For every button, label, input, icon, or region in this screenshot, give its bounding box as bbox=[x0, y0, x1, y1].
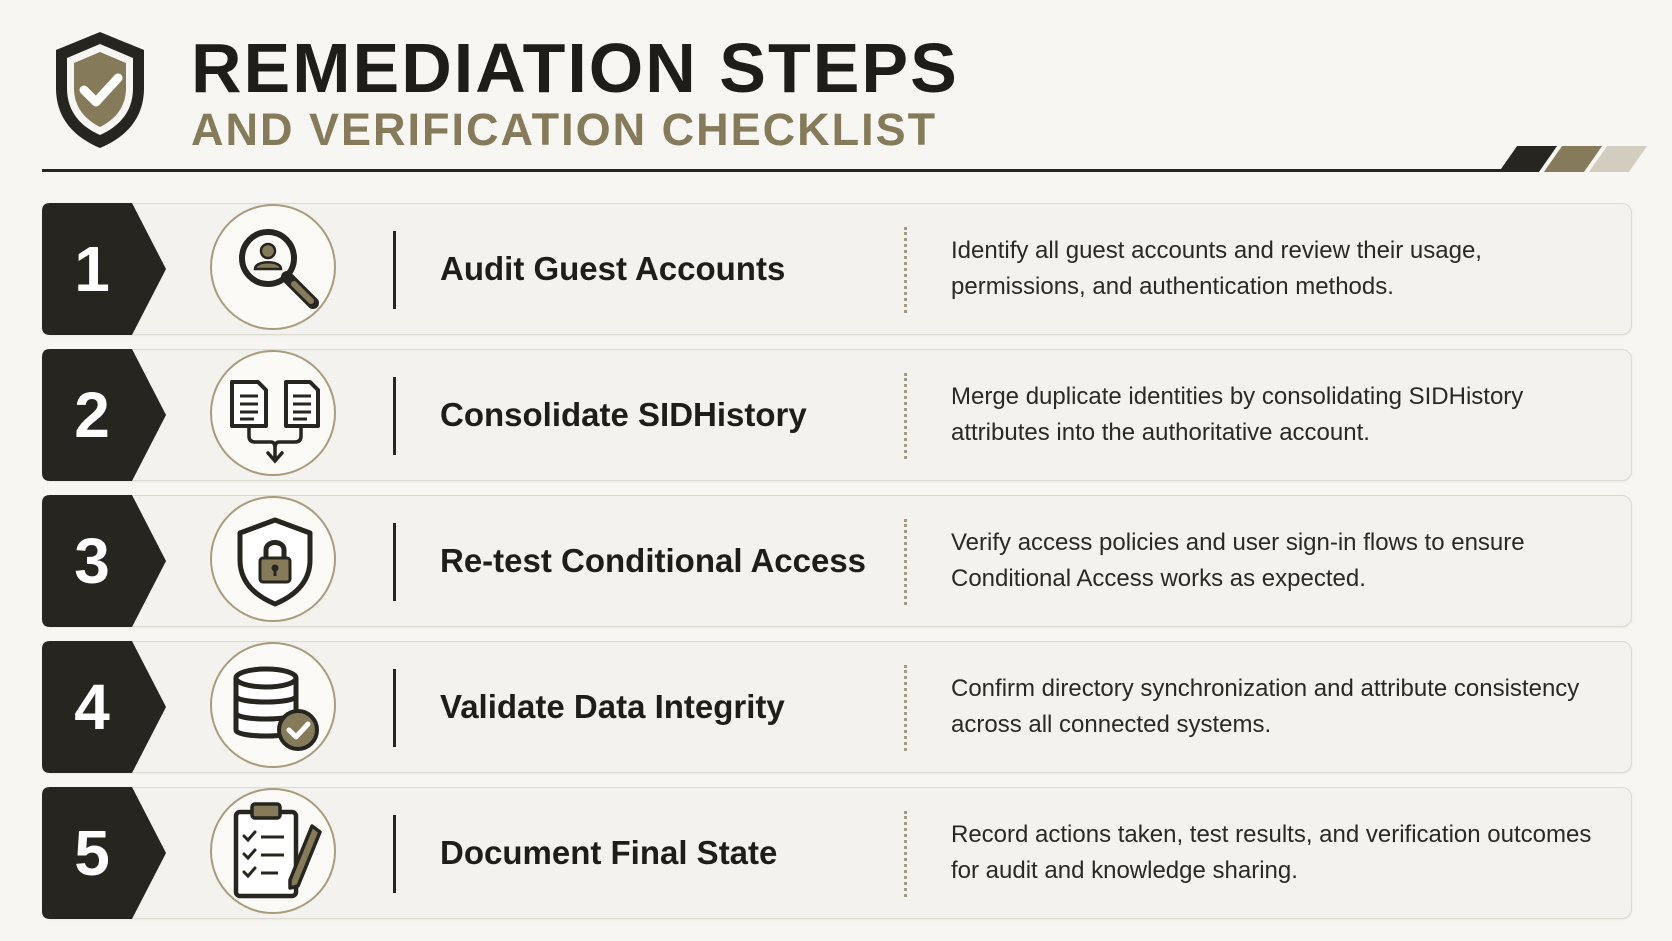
shield-lock-icon bbox=[210, 496, 336, 622]
step-number-badge bbox=[42, 641, 168, 773]
dotted-divider bbox=[904, 519, 907, 605]
step-description: Verify access policies and user sign-in flows to ensure Conditional Access works as expected. bbox=[951, 529, 1525, 592]
user-search-icon bbox=[210, 204, 336, 330]
step-number: 3 bbox=[74, 525, 110, 597]
step-row-5 bbox=[42, 787, 1632, 919]
step-title: Re-test Conditional Access bbox=[440, 542, 867, 579]
step-row-1 bbox=[42, 203, 1632, 335]
clipboard-checklist-icon bbox=[210, 788, 336, 914]
step-description: Merge duplicate identities by consolidating SIDHistory attributes into the authoritative account. bbox=[951, 383, 1524, 446]
dotted-divider bbox=[904, 373, 907, 459]
header-divider bbox=[42, 169, 1512, 172]
dotted-divider bbox=[904, 811, 907, 897]
step-number: 5 bbox=[74, 817, 110, 889]
step-number-badge bbox=[42, 349, 168, 481]
step-title: Audit Guest Accounts bbox=[440, 250, 786, 287]
page-title: REMEDIATION STEPS bbox=[191, 29, 959, 107]
divider bbox=[393, 377, 396, 455]
step-title: Document Final State bbox=[440, 834, 778, 871]
header bbox=[0, 0, 1672, 180]
step-number-badge bbox=[42, 495, 168, 627]
dotted-divider bbox=[904, 665, 907, 751]
database-check-icon bbox=[210, 642, 336, 768]
dotted-divider bbox=[904, 227, 907, 313]
divider bbox=[393, 669, 396, 747]
step-number: 1 bbox=[74, 233, 110, 305]
divider bbox=[393, 231, 396, 309]
divider bbox=[393, 523, 396, 601]
step-description: Record actions taken, test results, and verification outcomes for audit and knowledge sharing. bbox=[951, 821, 1592, 884]
step-description: Confirm directory synchronization and attribute consistency across all connected systems. bbox=[951, 675, 1580, 738]
step-title: Validate Data Integrity bbox=[440, 688, 785, 725]
step-title: Consolidate SIDHistory bbox=[440, 396, 807, 433]
step-description: Identify all guest accounts and review their usage, permissions, and authentication methods. bbox=[951, 237, 1482, 300]
step-row-4 bbox=[42, 641, 1632, 773]
divider bbox=[393, 815, 396, 893]
step-number-badge bbox=[42, 203, 168, 335]
shield-check-icon bbox=[50, 28, 150, 152]
step-row-3 bbox=[42, 495, 1632, 627]
step-number: 2 bbox=[74, 379, 110, 451]
step-row-2 bbox=[42, 349, 1632, 481]
page-subtitle: AND VERIFICATION CHECKLIST bbox=[191, 104, 938, 155]
step-number: 4 bbox=[74, 671, 110, 743]
step-number-badge bbox=[42, 787, 168, 919]
documents-merge-icon bbox=[210, 350, 336, 476]
